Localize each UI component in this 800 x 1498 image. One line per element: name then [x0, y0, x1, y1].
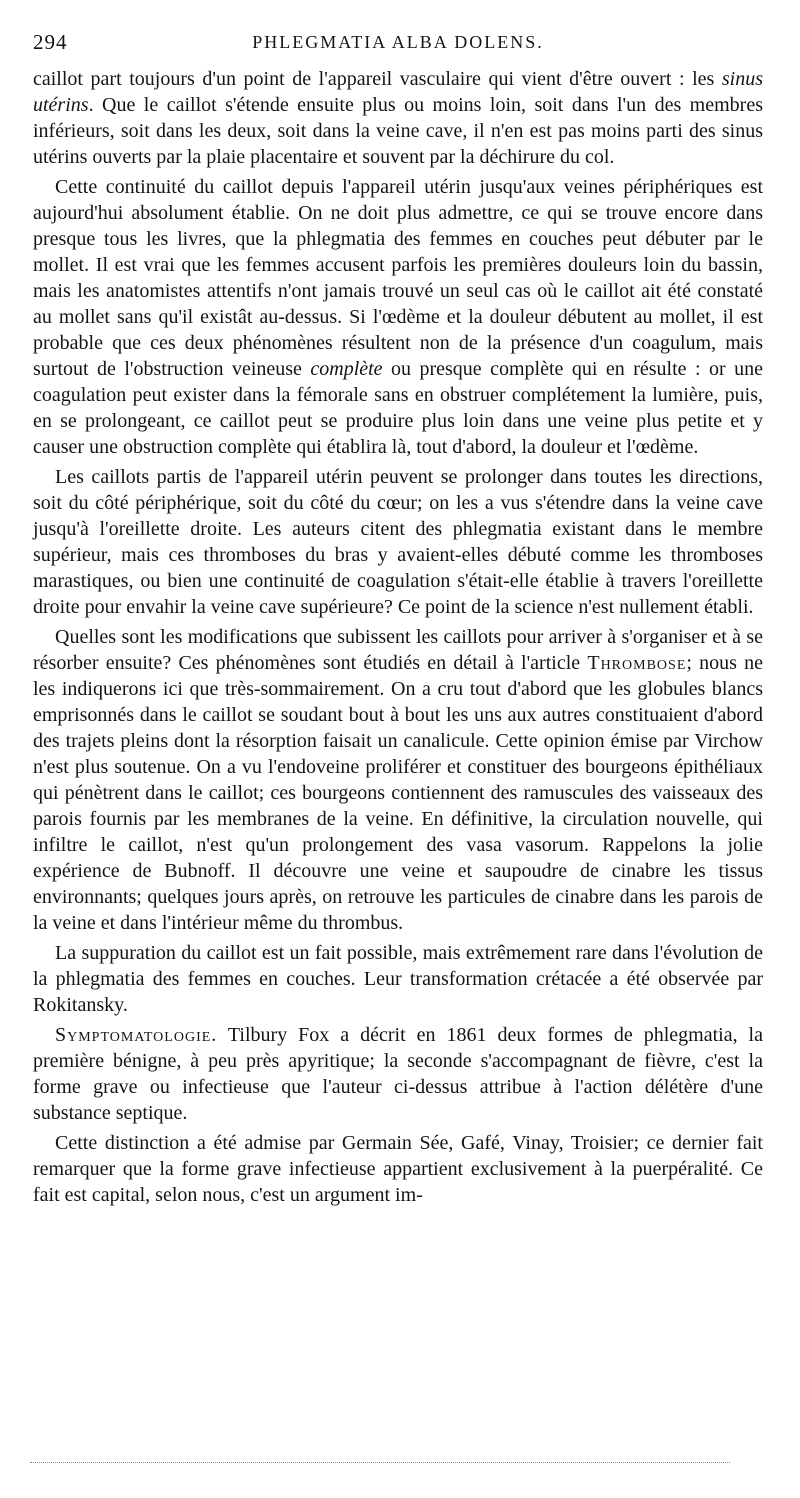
small-caps-text: Thrombose [587, 652, 687, 674]
footer-rule [30, 1462, 730, 1463]
italic-text: sinus utérins [33, 68, 763, 116]
text-segment: Cette distinction a été admise par Germain Sée, Gafé, Vinay, Troisier; ce dernier fait remarquer que la forme grave infectieuse appartient exclusivement à la puerpéralité. Ce fait est capital, selon nous, c'est un argument im- [33, 1132, 763, 1206]
paragraph [33, 464, 763, 620]
body-text [33, 66, 763, 1208]
text-segment: Cette continuité du caillot depuis l'appareil utérin jusqu'aux veines périphériques est aujourd'hui absolument établie. On ne doit plus admettre, ce qui se trouve encore dans presque tous les livres, que la phlegmatia des femmes en couches peut débuter par le mollet. Il est vrai que les femmes accusent parfois les premières douleurs loin du bassin, mais les anatomistes attentifs n'ont jamais trouvé un seul cas où le caillot ait été constaté au mollet sans qu'il existât au-dessus. Si l'œdème et la douleur débutent au mollet, il est probable que ces deux phénomènes résultent non de la présence d'un coagulum, mais surtout de l'obstruction veineuse [33, 176, 763, 380]
paragraph [33, 624, 763, 936]
running-title: PHLEGMATIA ALBA DOLENS. [252, 32, 544, 52]
italic-text: complète [310, 358, 383, 380]
paragraph [33, 1130, 763, 1208]
paragraph [33, 1022, 763, 1126]
text-segment: Quelles sont les modifications que subissent les caillots pour arriver à s'organiser et à se résorber ensuite? Ces phénomènes sont étudiés en détail à l'article [33, 626, 763, 674]
page-number: 294 [33, 30, 68, 54]
paragraph [33, 940, 763, 1018]
page-header [33, 30, 763, 60]
text-segment: caillot part toujours d'un point de l'appareil vasculaire qui vient d'être ouvert : les [33, 68, 722, 90]
text-segment: ; nous ne les indiquerons ici que très-sommairement. On a cru tout d'abord que les globules blancs emprisonnés dans le caillot se soudant bout à bout les uns aux autres constituaient d'abord des trajets pleins dont la résorption faisait un canalicule. Cette opinion émise par Virchow n'est plus soutenue. On a vu l'endoveine proliférer et constituer des bourgeons épithéliaux qui pénètrent dans le caillot; ces bourgeons contiennent des ramuscules des vaisseaux des parois fournis par les membranes de la veine. En définitive, la circulation nouvelle, qui infiltre le caillot, n'est qu'un prolongement des vasa vasorum. Rappelons la jolie expérience de Bubnoff. Il découvre une veine et saupoudre de cinabre les tissus environnants; quelques jours après, on retrouve les particules de cinabre dans les parois de la veine et dans l'intérieur même du thrombus. [33, 652, 764, 934]
paragraph [33, 66, 763, 170]
paragraph [33, 174, 763, 460]
text-segment: La suppuration du caillot est un fait possible, mais extrêmement rare dans l'évolution de la phlegmatia des femmes en couches. Leur transformation crétacée a été observée par Rokitansky. [33, 942, 763, 1016]
small-caps-text: Symptomatologie. [55, 1024, 218, 1046]
text-segment: Tilbury Fox a décrit en 1861 deux formes de phlegmatia, la première bénigne, à peu près apyritique; la seconde s'accompagnant de fièvre, c'est la forme grave ou infectieuse que l'auteur ci-dessus attribue à l'action délétère d'une substance septique. [33, 1024, 763, 1124]
book-page [33, 30, 763, 1212]
text-segment: Les caillots partis de l'appareil utérin peuvent se prolonger dans toutes les directions, soit du côté périphérique, soit du côté du cœur; on les a vus s'étendre dans la veine cave jusqu'à l'oreillette droite. Les auteurs citent des phlegmatia existant dans le membre supérieur, mais ces thromboses du bras y avaient-elles débuté comme les thromboses marastiques, ou bien une continuité de coagulation s'était-elle établie à travers l'oreillette droite pour envahir la veine cave supérieure? Ce point de la science n'est nullement établi. [33, 466, 763, 618]
text-segment: ou presque complète qui en résulte : or une coagulation peut exister dans la fémorale sans en obstruer complétement la lumière, puis, en se prolongeant, ce caillot peut se produire plus loin dans une veine plus petite et y causer une obstruction complète qui établira là, tout d'abord, la douleur et l'œdème. [33, 358, 763, 458]
text-segment: . Que le caillot s'étende ensuite plus ou moins loin, soit dans l'un des membres inférieurs, soit dans les deux, soit dans la veine cave, il n'en est pas moins parti des sinus utérins ouverts par la plaie placentaire et souvent par la déchirure du col. [33, 94, 763, 168]
